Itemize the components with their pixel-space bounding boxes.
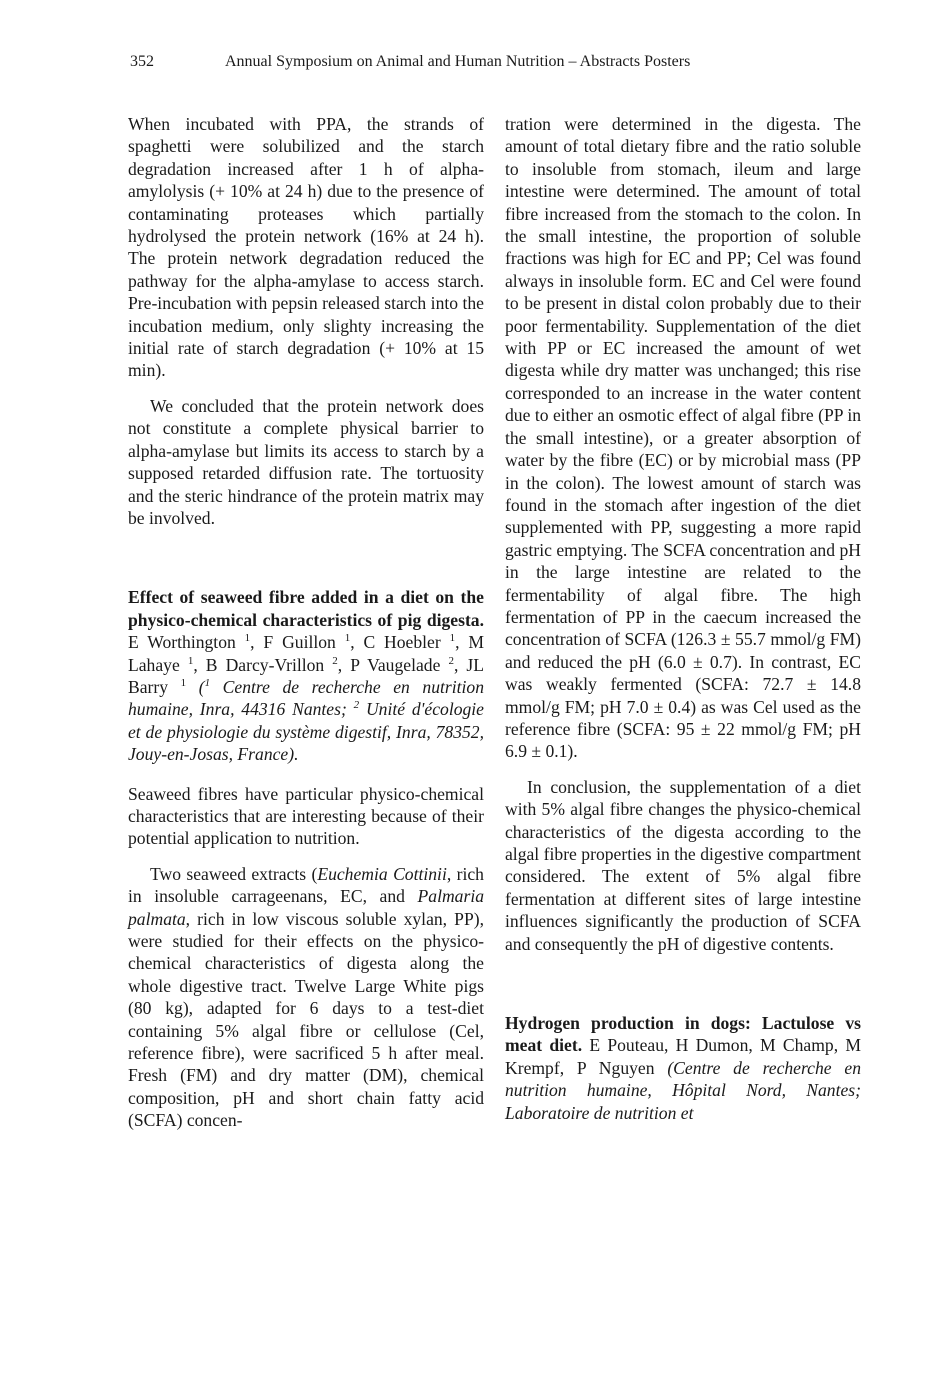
author: , P Vaugelade [337,654,449,675]
abstract-title: Hydrogen production in dogs: Lactulose vs meat diet. [505,1013,861,1056]
species-name: Palmaria palmata [128,886,484,929]
abstract-heading [505,1012,861,1124]
affiliation: Unité d'écologie et de physiologie du système digestif, Inra, 78352, Jouy-en-Josas, France). [128,699,484,765]
left-column [128,113,484,1132]
author: , B Darcy-Vrillon [193,654,333,675]
author: , M Lahaye [128,632,484,675]
author-sup: 1 [180,677,187,690]
author-sup: 2 [448,654,454,667]
body-paragraph: In conclusion, the supplementation of a diet with 5% algal fibre changes the physico-chemical characteristics of the digesta according to the algal fibre properties in the digestive compartment considered. The extent of 5% algal fibre fermentation at different sites of large intestine influences significantly the production of SCFA and consequently the pH of digestive contents. [505,776,861,954]
author: , C Hoebler [350,632,450,653]
affiliation: ( [186,676,205,697]
author-sup: 1 [344,632,351,645]
author-sup: 1 [244,632,251,645]
body-paragraph: We concluded that the protein network does not constitute a complete physical barrier to alpha-amylase but limits its access to starch by a supposed retarded diffusion rate. The tortuosity and the steric hindrance of the protein matrix may be involved. [128,395,484,528]
running-title: Annual Symposium on Animal and Human Nutrition – Abstracts Posters [225,53,691,70]
body-paragraph: Seaweed fibres have particular physico-chemical characteristics that are interesting because of their potential application to nutrition. [128,783,484,849]
body-paragraph: tration were determined in the digesta. The amount of total dietary fibre and the ratio soluble to insoluble from stomach, ileum and large intestine were determined. The amount of total fibre increased from the stomach to the colon. In the small intestine, the proportion of soluble fractions was high for EC and PP; Cel was found always in insoluble form. EC and Cel were found to be present in distal colon probably due to their poor fermentability. Supplementation of the diet with PP or EC increased the amount of wet digesta while dry matter was unchanged; this rise corresponded to an increase in the water content due to either an osmotic effect of algal fibre (PP in the small intestine), or a greater absorption of water by the fibre (EC) or by microbial mass (PP in the colon). The lowest amount of starch was found in the stomach after ingestion of the diet supplemented with PP, suggesting a more rapid gastric emptying. The SCFA concentration and pH in the large intestine are related to the fermentability of algal fibre. The high fermentation of PP in the caecum increased the concentration of SCFA (126.3 ± 55.7 mmol/g FM) and reduced the pH (6.0 ± 0.7). In contrast, EC was weakly fermented (SCFA: 72.7 ± 14.8 mmol/g FM; pH 7.0 ± 0.4) as was Cel used as the reference fibre (SCFA: 95 ± 22 mmol/g FM; pH 6.9 ± 0.1). [505,114,861,762]
author: E Worthington [128,632,245,653]
body-paragraph: When incubated with PPA, the strands of spaghetti were solubilized and the starch degradation increased after 1 h of alpha-amylolysis (+ 10% at 24 h) due to the presence of contaminating proteases which partially hydrolysed the protein network (16% at 24 h). The protein network degradation reduced the pathway for the alpha-amylase to access starch. Pre-incubation with pepsin released starch into the incubation medium, only slighty increasing the initial rate of starch degradation (+ 10% at 15 min). [128,114,484,381]
abstract-title: Effect of seaweed fibre added in a diet on the physico-chemical characteristics of pig digesta. [128,587,484,630]
affiliation-sup: 2 [353,699,360,712]
author-list: E Pouteau, H Dumon, M Champ, M Krempf, P Nguyen [505,1035,861,1078]
page-header [130,53,790,77]
affiliation: Centre de recherche en nutrition humaine, Inra, 44316 Nantes; [128,676,484,720]
author: , F Guillon [250,632,345,653]
author: , JL Barry [128,654,485,697]
text-run: Two seaweed extracts ( [150,863,318,884]
text-run: , rich in insoluble carrageenans, EC, and [128,863,484,907]
affiliation: (Centre de recherche en nutrition humaine, Hôpital Nord, Nantes; Laboratoire de nutrition et [505,1057,861,1123]
affiliation-sup: 1 [204,677,211,690]
text-run: , rich in low viscous soluble xylan, PP), were studied for their effects on the physico-chemical characteristics of digesta along the whole digestive tract. Twelve Large White pigs (80 kg), adapted for 6 days to a test-diet containing 5% algal fibre or cellulose (Cel, reference fibre), were sacrificed 5 h after meal. Fresh (FM) and dry matter (DM), chemical composition, pH and short chain fatty acid (SCFA) concen- [128,908,484,1131]
author-sup: 1 [449,632,456,645]
right-column [505,113,861,1124]
species-name: Euchemia Cottinii [317,863,447,884]
page-number: 352 [130,53,154,70]
author-sup: 2 [332,654,338,667]
author-sup: 1 [187,654,194,667]
body-paragraph [128,863,484,1132]
abstract-heading [128,586,484,765]
